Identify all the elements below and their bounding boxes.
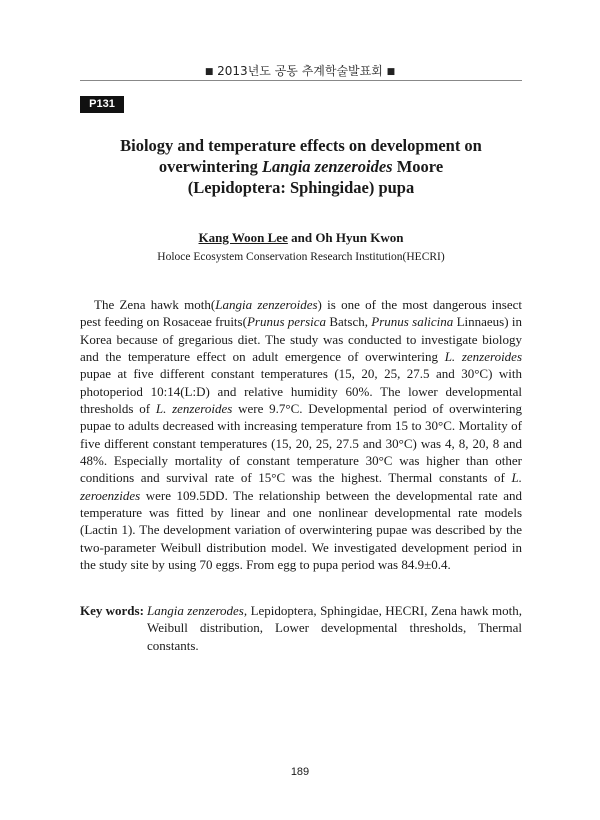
title-text: overwintering — [158, 157, 262, 176]
abstract-text: were 9.7°C. Developmental period of overwintering pupae to adults decreased with increasing temperature from 15 to 30°C. Mortality of five different constant temperatures (15, 20, 25, 27.5 and 30°C) was 4, 8, 20, 8 and 48%. Especially mortality of constant temperature 30°C was higher than other conditions and survival rate of 15°C was the highest. Thermal constants of — [80, 401, 522, 486]
keywords-section — [80, 602, 522, 654]
square-bullet-icon: ■ — [204, 67, 214, 77]
species-name: L. zenzeroides — [155, 401, 233, 417]
abstract-text: Linnaeus) in Korea because of gregarious diet. The study was conducted to investigate biology and the temperature effect on adult emergence of overwintering — [80, 314, 522, 365]
author-list — [80, 230, 522, 246]
keywords-text: Lepidoptera, Sphingidae, HECRI, Zena hawk moth, Weibull distribution, Lower developmental thresholds, Thermal constants. — [147, 603, 522, 653]
abstract-text: pupae at five different constant temperatures (15, 20, 25, 27.5 and 30°C) with photoperiod 10:14(L:D) and relative humidity 60%. The lower developmental thresholds of — [80, 366, 522, 417]
species-name: Prunus persica — [246, 314, 327, 330]
square-bullet-icon: ■ — [386, 67, 396, 77]
species-name: Langia zenzerodes, — [147, 603, 248, 618]
conference-name: 2013년도 공동 추계학술발표회 — [217, 64, 383, 78]
species-name: L. zeroenzides — [80, 470, 522, 503]
co-author: and Oh Hyun Kwon — [287, 230, 404, 245]
title-line-3: (Lepidoptera: Sphingidae) pupa — [187, 178, 415, 197]
abstract-text: ) is one of the most dangerous insect pest feeding on Rosaceae fruits( — [80, 297, 522, 330]
affiliation: Holoce Ecosystem Conservation Research Institution(HECRI) — [157, 251, 445, 263]
abstract-text: Batsch, — [326, 314, 372, 330]
species-name: Prunus salicina — [371, 314, 454, 330]
abstract-text: were 109.5DD. The relationship between the developmental rate and temperature was fitted by linear and one nonlinear developmental rate models (Lactin 1). The development variation of overwintering pupae was described by the two-parameter Weibull distribution model. We investigated development period in the study site by using 70 eggs. From egg to pupa period was 84.9±0.4. — [80, 487, 522, 573]
header-rule — [80, 80, 522, 81]
abstract-body — [80, 296, 522, 574]
paper-title — [80, 135, 522, 198]
presenting-author: Kang Woon Lee — [198, 230, 288, 245]
running-header — [0, 62, 600, 79]
title-line-2 — [80, 156, 522, 177]
title-line-1: Biology and temperature effects on development on — [120, 136, 482, 155]
species-name: L. zenzeroides — [444, 349, 523, 365]
species-name: Langia zenzeroides — [215, 297, 318, 312]
title-text: Moore — [392, 157, 444, 176]
paper-id-badge: P131 — [80, 96, 124, 113]
species-name: Langia zenzeroides — [261, 157, 393, 176]
keywords-label: Key words: — [80, 603, 144, 618]
keywords-list — [147, 602, 522, 654]
page-number: 189 — [290, 766, 310, 778]
abstract-text: The Zena hawk moth( — [94, 297, 216, 312]
